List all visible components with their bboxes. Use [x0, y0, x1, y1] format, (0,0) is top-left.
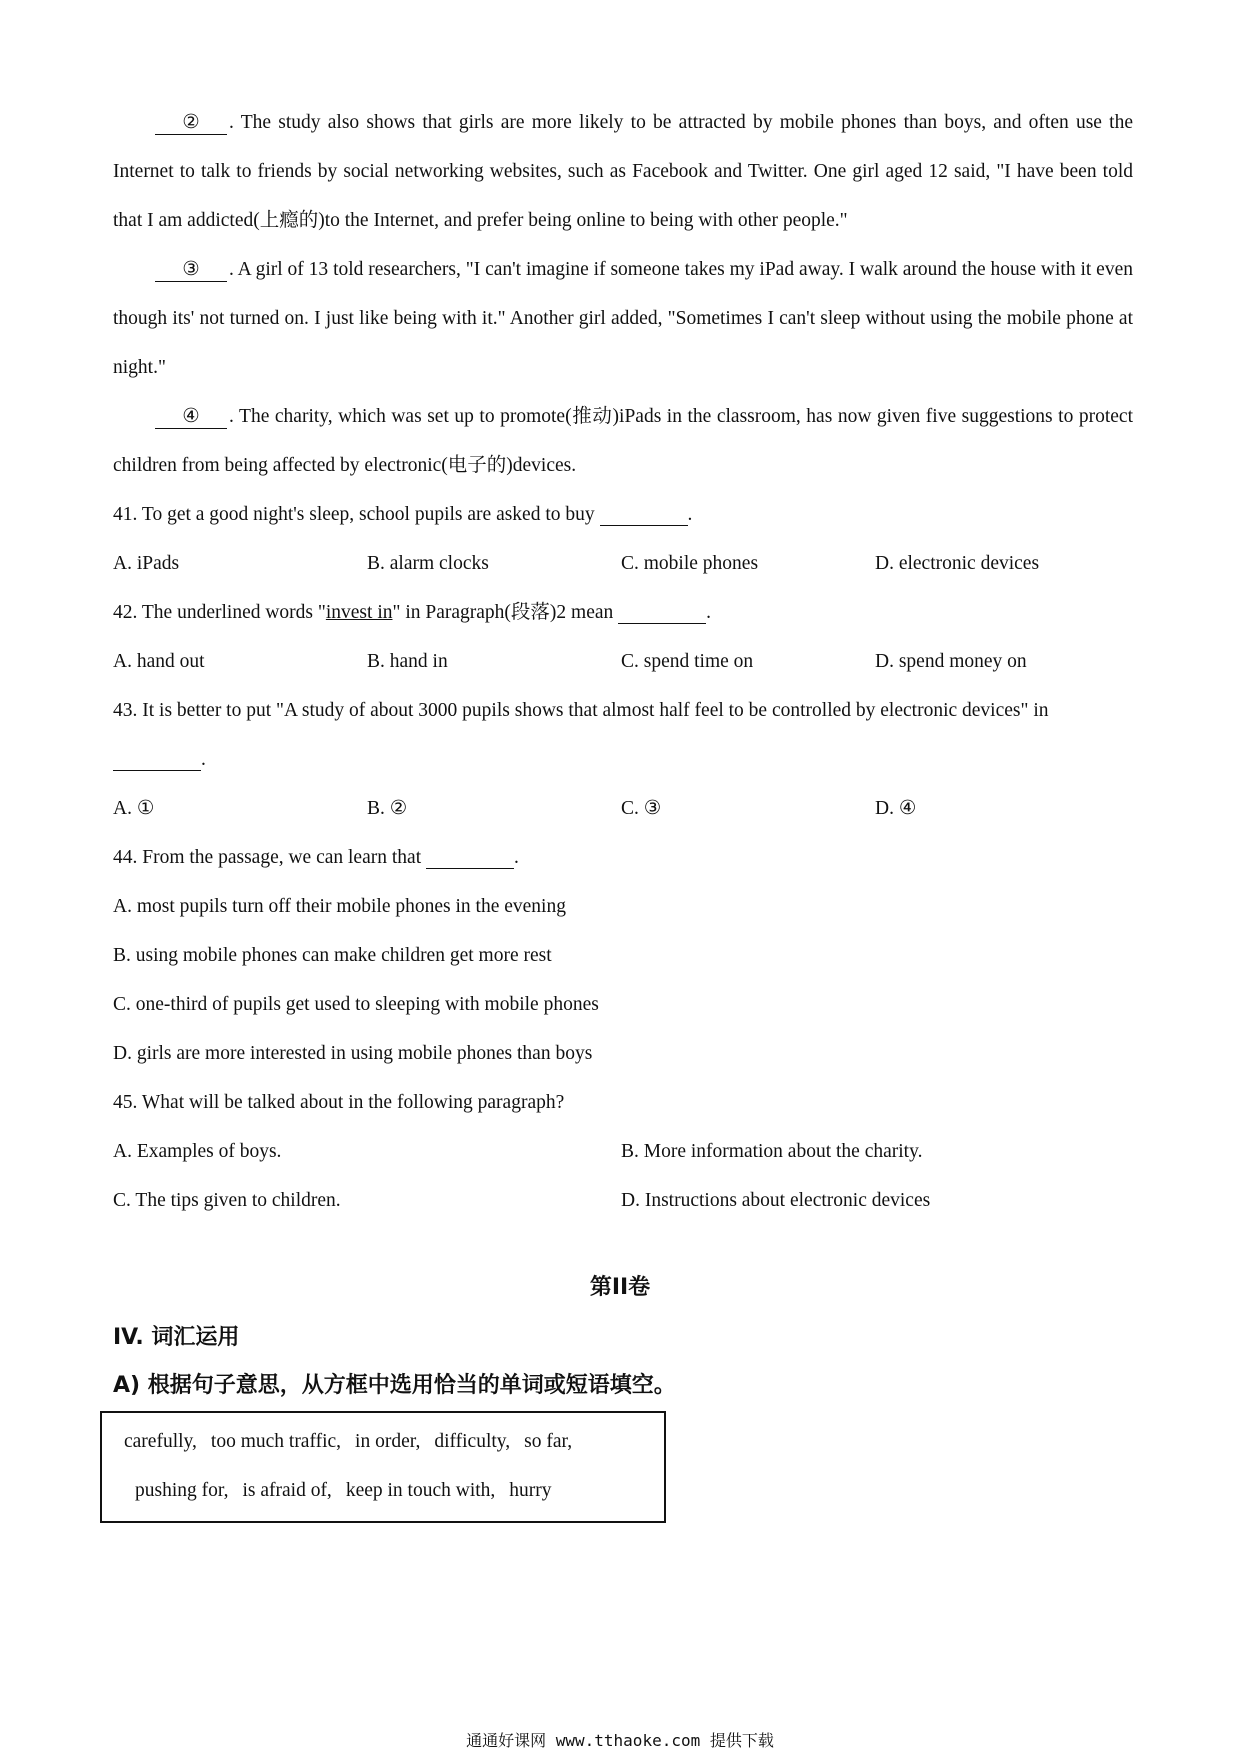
question-45-options-row2 — [113, 1176, 1133, 1225]
question-stem-end: . — [201, 749, 206, 770]
option-b: B. using mobile phones can make children get more rest — [113, 945, 552, 966]
option-a: A. hand out — [113, 651, 205, 672]
option-d: D. electronic devices — [875, 553, 1040, 574]
word-item: is afraid of, — [242, 1480, 332, 1501]
option-c: C. one-third of pupils get used to sleeping with mobile phones — [113, 994, 599, 1015]
word-box-row-1 — [124, 1417, 644, 1466]
question-stem-end: . — [687, 504, 693, 525]
option-a: A. ① — [113, 798, 155, 819]
option-d: D. girls are more interested in using mobile phones than boys — [113, 1043, 593, 1064]
option-b: B. More information about the charity. — [621, 1141, 923, 1162]
paragraph-blank: ④ — [155, 406, 227, 429]
word-item: difficulty, — [434, 1431, 511, 1452]
word-item: keep in touch with, — [345, 1480, 496, 1501]
word-item: so far, — [524, 1431, 573, 1452]
question-45-options-row1 — [113, 1127, 1133, 1176]
passage-and-questions — [113, 98, 1133, 1225]
word-item: in order, — [355, 1431, 421, 1452]
question-45: 45. What will be talked about in the following paragraph? — [113, 1092, 565, 1113]
section-instruction: A) 根据句子意思，从方框中选用恰当的单词或短语填空。 — [113, 1373, 676, 1398]
option-d: D. spend money on — [875, 651, 1027, 672]
word-box — [100, 1411, 666, 1523]
paragraph-text: . The study also shows that girls are more likely to be attracted by mobile phones than boys, and often use the Internet to talk to friends by social networking websites, such as Facebook and Twitter. One girl aged 12 said, "I have been told that I am addicted(上瘾的)to the Internet, and prefer being online to being with other people." — [113, 112, 1133, 231]
option-c: C. The tips given to children. — [113, 1190, 341, 1211]
word-box-row-2 — [124, 1466, 644, 1515]
question-stem: 42. The underlined words " — [113, 602, 326, 623]
answer-blank — [618, 603, 706, 624]
question-stem: 41. To get a good night's sleep, school pupils are asked to buy — [113, 504, 600, 525]
paragraph-4 — [113, 392, 1133, 490]
question-stem-end: . — [513, 847, 519, 868]
paragraph-3 — [113, 245, 1133, 392]
paragraph-blank: ② — [155, 112, 227, 135]
option-d: D. ④ — [875, 798, 917, 819]
question-42-options — [113, 637, 1133, 686]
option-d: D. Instructions about electronic devices — [621, 1190, 931, 1211]
option-a: A. iPads — [113, 553, 180, 574]
paragraph-text: . The charity, which was set up to promote(推动)iPads in the classroom, has now given five suggestions to protect children from being affected by electronic(电子的)devices. — [113, 406, 1133, 476]
option-a: A. Examples of boys. — [113, 1141, 282, 1162]
option-b: B. alarm clocks — [367, 553, 489, 574]
question-44 — [113, 833, 1133, 882]
paragraph-blank: ③ — [155, 259, 227, 282]
option-a: A. most pupils turn off their mobile phones in the evening — [113, 896, 566, 917]
word-item: too much traffic, — [210, 1431, 342, 1452]
paragraph-2 — [113, 98, 1133, 245]
question-41-options — [113, 539, 1133, 588]
option-b: B. hand in — [367, 651, 448, 672]
underlined-words: invest in — [325, 602, 393, 623]
word-item: carefully, — [124, 1431, 197, 1452]
option-c: C. spend time on — [621, 651, 754, 672]
question-stem: 44. From the passage, we can learn that — [113, 847, 426, 868]
option-c: C. mobile phones — [621, 553, 759, 574]
answer-blank — [426, 848, 514, 869]
section-title: IV. 词汇运用 — [113, 1325, 240, 1350]
question-stem: 43. It is better to put "A study of about 3000 pupils shows that almost half feel to be controlled by electronic devices" in — [113, 700, 1049, 721]
word-item: hurry — [509, 1480, 552, 1501]
paragraph-text: . A girl of 13 told researchers, "I can't imagine if someone takes my iPad away. I walk around the house with it even though its' not turned on. I just like being with it." Another girl added, "Sometimes I can't sleep without using the mobile phone at night." — [113, 259, 1133, 378]
option-c: C. ③ — [621, 798, 662, 819]
answer-blank — [113, 750, 201, 771]
volume-title: 第II卷 — [589, 1275, 651, 1300]
question-stem-mid: " in Paragraph(段落)2 mean — [392, 602, 619, 623]
question-41 — [113, 490, 1133, 539]
question-stem-end: . — [706, 602, 711, 623]
option-b: B. ② — [367, 798, 408, 819]
question-42 — [113, 588, 1133, 637]
question-43 — [113, 686, 1133, 784]
word-item: pushing for, — [135, 1480, 229, 1501]
answer-blank — [600, 505, 688, 526]
footer-text: 通通好课网 www.tthaoke.com 提供下载 — [466, 1731, 774, 1750]
question-43-options — [113, 784, 1133, 833]
